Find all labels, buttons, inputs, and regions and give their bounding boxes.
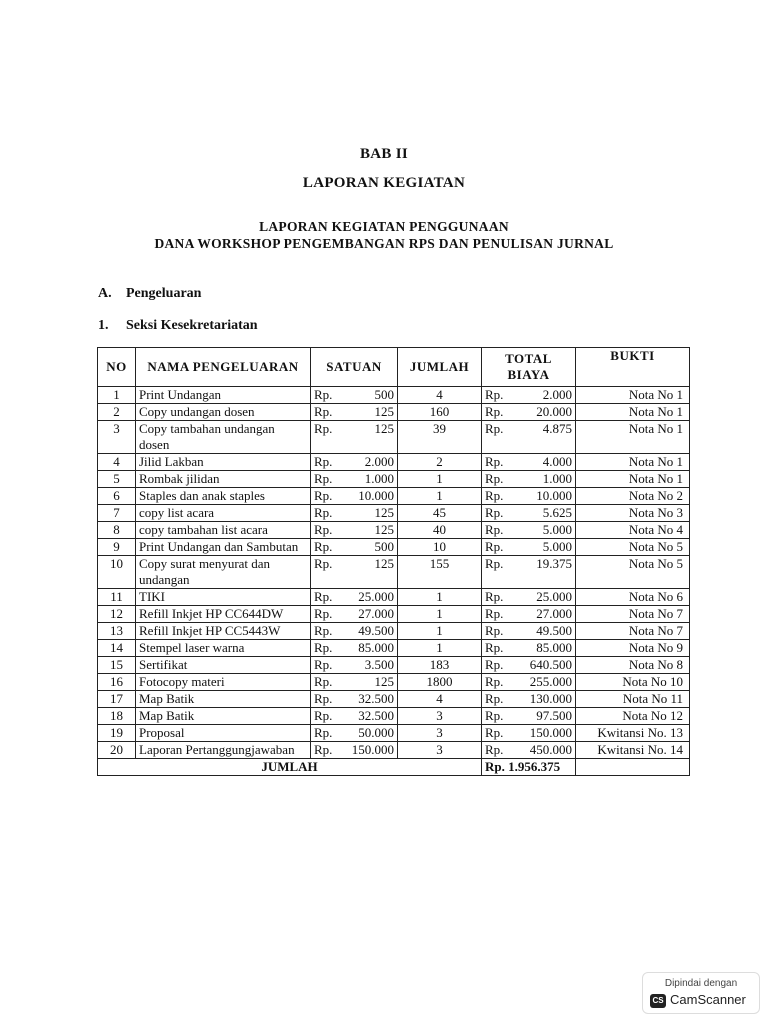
cell-no: 9 [98, 539, 136, 556]
cell-jumlah: 4 [398, 387, 482, 404]
cell-satuan-currency: Rp. [314, 589, 333, 604]
cell-jumlah: 1 [398, 488, 482, 505]
cell-no: 3 [98, 421, 136, 454]
cell-total-currency: Rp. [485, 674, 504, 689]
cell-satuan [311, 421, 398, 454]
table-row [98, 556, 690, 589]
cell-no: 12 [98, 606, 136, 623]
cell-total-value: 130.000 [529, 691, 572, 706]
section-1-heading [98, 318, 258, 334]
cell-no: 14 [98, 640, 136, 657]
cell-total-currency: Rp. [485, 387, 504, 402]
table-row [98, 454, 690, 471]
cell-satuan [311, 742, 398, 759]
cell-nama: Fotocopy materi [136, 674, 311, 691]
cell-total-currency: Rp. [485, 556, 504, 571]
cell-satuan-value: 32.500 [358, 708, 394, 723]
cell-satuan-value: 2.000 [364, 454, 394, 469]
table-row [98, 421, 690, 454]
cell-nama: Proposal [136, 725, 311, 742]
cell-satuan [311, 606, 398, 623]
cell-total [482, 454, 576, 471]
report-subtitle-1: LAPORAN KEGIATAN PENGGUNAAN [259, 219, 509, 234]
cell-total-value: 5.000 [542, 522, 572, 537]
cell-bukti: Nota No 1 [576, 387, 690, 404]
cell-bukti: Nota No 4 [576, 522, 690, 539]
table-row [98, 471, 690, 488]
cell-nama: Jilid Lakban [136, 454, 311, 471]
cell-bukti: Nota No 10 [576, 674, 690, 691]
cell-satuan-currency: Rp. [314, 708, 333, 723]
cell-jumlah: 3 [398, 725, 482, 742]
cell-nama: Laporan Pertanggungjawaban [136, 742, 311, 759]
header-no: NO [98, 348, 136, 387]
table-row [98, 742, 690, 759]
cell-satuan [311, 522, 398, 539]
cell-nama: copy list acara [136, 505, 311, 522]
cell-nama: Refill Inkjet HP CC644DW [136, 606, 311, 623]
cell-total-value: 640.500 [529, 657, 572, 672]
cell-satuan [311, 387, 398, 404]
cell-total-currency: Rp. [485, 742, 504, 757]
cell-bukti: Kwitansi No. 14 [576, 742, 690, 759]
table-row [98, 657, 690, 674]
cell-total [482, 556, 576, 589]
watermark-brand: CamScanner [670, 992, 746, 1007]
cell-nama: Map Batik [136, 691, 311, 708]
cell-satuan-currency: Rp. [314, 522, 333, 537]
cell-nama: Map Batik [136, 708, 311, 725]
cell-no: 15 [98, 657, 136, 674]
cell-nama: copy tambahan list acara [136, 522, 311, 539]
cell-total [482, 421, 576, 454]
cell-no: 20 [98, 742, 136, 759]
cell-nama: Stempel laser warna [136, 640, 311, 657]
cell-satuan-value: 500 [374, 387, 394, 402]
cell-bukti: Nota No 1 [576, 421, 690, 454]
cell-satuan-currency: Rp. [314, 674, 333, 689]
cell-bukti: Nota No 7 [576, 623, 690, 640]
cell-total [482, 725, 576, 742]
cell-bukti: Nota No 9 [576, 640, 690, 657]
cell-bukti: Nota No 3 [576, 505, 690, 522]
cell-total-currency: Rp. [485, 589, 504, 604]
table-row [98, 674, 690, 691]
header-total: TOTAL BIAYA [482, 348, 576, 387]
cell-satuan-value: 125 [374, 674, 394, 689]
cell-nama: TIKI [136, 589, 311, 606]
cell-satuan-currency: Rp. [314, 421, 333, 436]
cell-satuan-currency: Rp. [314, 471, 333, 486]
cell-total-value: 2.000 [542, 387, 572, 402]
cell-no: 19 [98, 725, 136, 742]
cell-bukti: Nota No 1 [576, 454, 690, 471]
cell-total-currency: Rp. [485, 606, 504, 621]
cell-total-value: 5.000 [542, 539, 572, 554]
table-row [98, 539, 690, 556]
cell-no: 18 [98, 708, 136, 725]
table-row [98, 725, 690, 742]
cell-satuan-currency: Rp. [314, 387, 333, 402]
table-row [98, 488, 690, 505]
cell-total-value: 10.000 [536, 488, 572, 503]
cell-no: 7 [98, 505, 136, 522]
expense-table [97, 347, 690, 776]
cell-no: 8 [98, 522, 136, 539]
header-jumlah: JUMLAH [398, 348, 482, 387]
cell-nama: Rombak jilidan [136, 471, 311, 488]
cell-nama: Copy surat menyurat dan undangan [136, 556, 311, 589]
cell-satuan-currency: Rp. [314, 404, 333, 419]
header-bukti: BUKTI [576, 348, 690, 387]
cell-total [482, 691, 576, 708]
cell-total-value: 49.500 [536, 623, 572, 638]
cell-total-currency: Rp. [485, 640, 504, 655]
table-row [98, 589, 690, 606]
cell-satuan-value: 125 [374, 556, 394, 571]
cell-satuan [311, 556, 398, 589]
header-satuan: SATUAN [311, 348, 398, 387]
cell-satuan-value: 125 [374, 522, 394, 537]
cell-satuan-currency: Rp. [314, 505, 333, 520]
cell-jumlah: 45 [398, 505, 482, 522]
cell-total-value: 19.375 [536, 556, 572, 571]
cell-total-currency: Rp. [485, 725, 504, 740]
cell-total [482, 505, 576, 522]
cell-satuan-currency: Rp. [314, 691, 333, 706]
table-row [98, 404, 690, 421]
chapter-title: LAPORAN KEGIATAN [302, 175, 466, 191]
cell-satuan-currency: Rp. [314, 657, 333, 672]
cell-satuan-currency: Rp. [314, 725, 333, 740]
cell-total [482, 387, 576, 404]
cell-total-currency: Rp. [485, 708, 504, 723]
cell-total-currency: Rp. [485, 657, 504, 672]
cell-satuan-value: 125 [374, 505, 394, 520]
cell-satuan [311, 488, 398, 505]
table-row [98, 708, 690, 725]
cell-no: 17 [98, 691, 136, 708]
report-subtitle-2: DANA WORKSHOP PENGEMBANGAN RPS DAN PENULISAN JURNAL [154, 236, 614, 251]
table-row [98, 640, 690, 657]
cell-no: 5 [98, 471, 136, 488]
cell-total [482, 404, 576, 421]
cell-total-currency: Rp. [485, 454, 504, 469]
cell-no: 1 [98, 387, 136, 404]
cell-total [482, 708, 576, 725]
cell-bukti: Nota No 2 [576, 488, 690, 505]
cell-satuan [311, 657, 398, 674]
cell-satuan [311, 691, 398, 708]
section-1-label: Seksi Kesekretariatan [126, 318, 258, 333]
cell-satuan [311, 505, 398, 522]
total-currency: Rp. [485, 759, 505, 774]
cell-bukti: Nota No 1 [576, 471, 690, 488]
cell-satuan [311, 589, 398, 606]
cell-bukti: Nota No 8 [576, 657, 690, 674]
cell-satuan-value: 25.000 [358, 589, 394, 604]
cell-bukti: Nota No 6 [576, 589, 690, 606]
cell-total-currency: Rp. [485, 522, 504, 537]
total-value [482, 759, 576, 776]
cell-nama: Staples dan anak staples [136, 488, 311, 505]
cell-jumlah: 1 [398, 589, 482, 606]
cell-total-currency: Rp. [485, 623, 504, 638]
cell-nama: Copy tambahan undangan dosen [136, 421, 311, 454]
table-row [98, 606, 690, 623]
cell-total-value: 85.000 [536, 640, 572, 655]
cell-no: 11 [98, 589, 136, 606]
cell-satuan [311, 471, 398, 488]
table-body [98, 387, 690, 759]
cell-total [482, 471, 576, 488]
cell-jumlah: 1 [398, 640, 482, 657]
section-a-number: A. [98, 286, 112, 301]
cell-no: 2 [98, 404, 136, 421]
cell-total-currency: Rp. [485, 691, 504, 706]
cell-no: 6 [98, 488, 136, 505]
cell-satuan-value: 27.000 [358, 606, 394, 621]
cell-bukti: Nota No 5 [576, 539, 690, 556]
cell-satuan-value: 85.000 [358, 640, 394, 655]
cell-satuan-currency: Rp. [314, 606, 333, 621]
cell-satuan [311, 404, 398, 421]
cell-total-value: 25.000 [536, 589, 572, 604]
cell-jumlah: 4 [398, 691, 482, 708]
table-total-row [98, 759, 690, 776]
section-a-heading [98, 286, 201, 302]
cell-total-value: 150.000 [529, 725, 572, 740]
cell-jumlah: 39 [398, 421, 482, 454]
cell-no: 16 [98, 674, 136, 691]
cell-total [482, 640, 576, 657]
table-header-row [98, 348, 690, 387]
cell-satuan-currency: Rp. [314, 539, 333, 554]
cell-satuan-value: 3.500 [364, 657, 394, 672]
camscanner-logo-icon: CS [650, 994, 666, 1008]
cell-total-value: 1.000 [542, 471, 572, 486]
cell-total-value: 5.625 [542, 505, 572, 520]
total-label: JUMLAH [98, 759, 482, 776]
watermark-caption: Dipindai dengan [664, 978, 738, 989]
cell-jumlah: 155 [398, 556, 482, 589]
cell-satuan-currency: Rp. [314, 488, 333, 503]
cell-satuan-currency: Rp. [314, 640, 333, 655]
cell-total [482, 539, 576, 556]
cell-nama: Print Undangan [136, 387, 311, 404]
table-row [98, 387, 690, 404]
cell-satuan [311, 640, 398, 657]
cell-satuan [311, 539, 398, 556]
camscanner-watermark [642, 972, 760, 1014]
cell-total-value: 4.000 [542, 454, 572, 469]
cell-total-currency: Rp. [485, 505, 504, 520]
cell-jumlah: 1 [398, 623, 482, 640]
cell-satuan-value: 150.000 [351, 742, 394, 757]
section-1-number: 1. [98, 318, 109, 333]
cell-satuan-value: 125 [374, 404, 394, 419]
cell-jumlah: 1 [398, 606, 482, 623]
chapter-label: BAB II [359, 146, 409, 162]
total-amount: 1.956.375 [508, 759, 561, 774]
cell-jumlah: 160 [398, 404, 482, 421]
cell-bukti: Nota No 11 [576, 691, 690, 708]
table-row [98, 691, 690, 708]
cell-satuan-currency: Rp. [314, 742, 333, 757]
cell-total-value: 255.000 [529, 674, 572, 689]
cell-total-value: 27.000 [536, 606, 572, 621]
table-row [98, 623, 690, 640]
cell-total [482, 522, 576, 539]
cell-total-value: 4.875 [542, 421, 572, 436]
cell-satuan-currency: Rp. [314, 623, 333, 638]
cell-satuan [311, 454, 398, 471]
cell-satuan-value: 50.000 [358, 725, 394, 740]
cell-satuan [311, 623, 398, 640]
table-row [98, 522, 690, 539]
cell-satuan-value: 500 [374, 539, 394, 554]
total-empty [576, 759, 690, 776]
cell-total [482, 674, 576, 691]
cell-nama: Sertifikat [136, 657, 311, 674]
cell-total [482, 742, 576, 759]
cell-total [482, 589, 576, 606]
cell-no: 13 [98, 623, 136, 640]
cell-satuan-value: 10.000 [358, 488, 394, 503]
cell-total-currency: Rp. [485, 421, 504, 436]
cell-jumlah: 10 [398, 539, 482, 556]
cell-satuan-value: 32.500 [358, 691, 394, 706]
section-a-label: Pengeluaran [126, 286, 202, 301]
cell-satuan [311, 708, 398, 725]
cell-total-currency: Rp. [485, 471, 504, 486]
cell-total-currency: Rp. [485, 539, 504, 554]
cell-satuan-value: 1.000 [364, 471, 394, 486]
cell-satuan-currency: Rp. [314, 556, 333, 571]
table-row [98, 505, 690, 522]
cell-bukti: Nota No 5 [576, 556, 690, 589]
header-nama: NAMA PENGELUARAN [136, 348, 311, 387]
cell-satuan-value: 125 [374, 421, 394, 436]
cell-total [482, 623, 576, 640]
cell-total-currency: Rp. [485, 488, 504, 503]
cell-satuan [311, 674, 398, 691]
cell-total-value: 450.000 [529, 742, 572, 757]
cell-jumlah: 183 [398, 657, 482, 674]
cell-bukti: Kwitansi No. 13 [576, 725, 690, 742]
cell-total-value: 97.500 [536, 708, 572, 723]
cell-jumlah: 3 [398, 708, 482, 725]
cell-bukti: Nota No 12 [576, 708, 690, 725]
cell-nama: Refill Inkjet HP CC5443W [136, 623, 311, 640]
cell-bukti: Nota No 1 [576, 404, 690, 421]
cell-total-value: 20.000 [536, 404, 572, 419]
cell-satuan-value: 49.500 [358, 623, 394, 638]
cell-nama: Copy undangan dosen [136, 404, 311, 421]
cell-total [482, 657, 576, 674]
cell-total-currency: Rp. [485, 404, 504, 419]
cell-jumlah: 3 [398, 742, 482, 759]
cell-jumlah: 40 [398, 522, 482, 539]
cell-no: 4 [98, 454, 136, 471]
cell-nama: Print Undangan dan Sambutan [136, 539, 311, 556]
cell-jumlah: 1 [398, 471, 482, 488]
cell-no: 10 [98, 556, 136, 589]
cell-total [482, 606, 576, 623]
cell-total [482, 488, 576, 505]
cell-jumlah: 1800 [398, 674, 482, 691]
cell-satuan-currency: Rp. [314, 454, 333, 469]
cell-satuan [311, 725, 398, 742]
cell-jumlah: 2 [398, 454, 482, 471]
cell-bukti: Nota No 7 [576, 606, 690, 623]
